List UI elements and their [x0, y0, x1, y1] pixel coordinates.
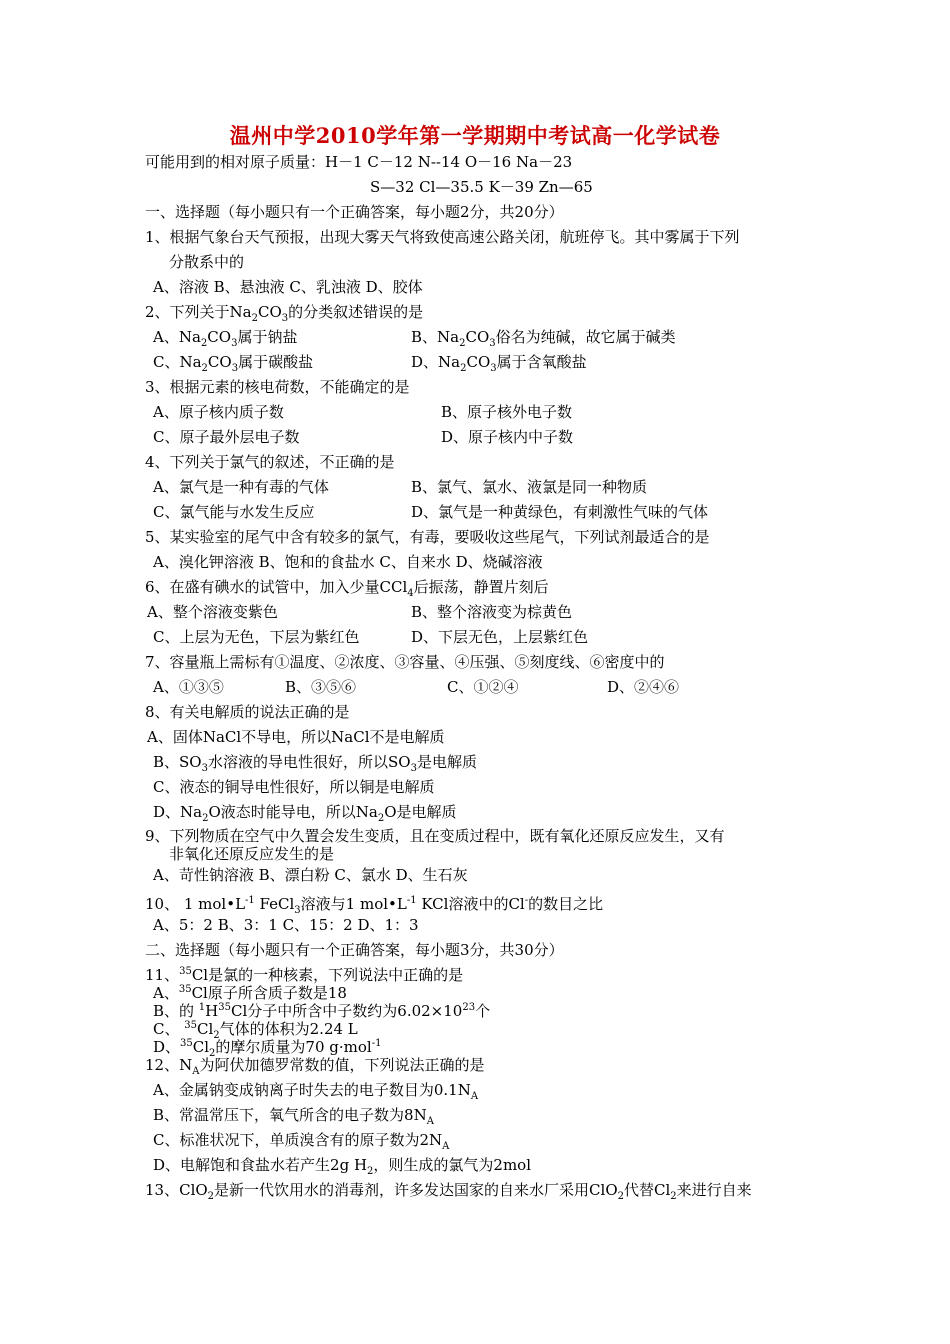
q6-options-cd: [145, 625, 815, 650]
q1-stem-cont: 分散系中的: [169, 253, 245, 271]
q12-option-a: A、金属钠变成钠离子时失去的电子数目为$0.1N_A$: [153, 1081, 479, 1102]
q13-stem: 13、ClO$_2$是新一代饮用水的消毒剂，许多发达国家的自来水厂采用ClO$_2$代替$Cl_2$来进行自来: [145, 1181, 752, 1202]
q4-option-c: C、氯气能与水发生反应: [153, 503, 315, 521]
q7-options: [145, 675, 815, 700]
q11-option-b: B、的 $^1H^{35}Cl$分子中所含中子数约为$6.02\times 10^{23}$个: [153, 1002, 491, 1020]
q5-options: A、溴化钾溶液 B、饱和的食盐水 C、自来水 D、烧碱溶液: [153, 553, 543, 571]
q7-option-b: B、③⑤⑥: [285, 678, 357, 696]
atomic-mass-line1: 可能用到的相对原子质量：H－1 C－12 N--14 O－16 Na－23: [145, 153, 573, 171]
q12-stem: 12、$N_A$为阿伏加德罗常数的值，下列说法正确的是: [145, 1056, 485, 1077]
q11-stem: 11、$^{35}$Cl是氯的一种核素，下列说法中正确的是: [145, 966, 464, 984]
q9-stem-cont: 非氧化还原反应发生的是: [169, 845, 335, 863]
q2-option-b: B、$Na_2CO_3$俗名为纯碱，故它属于碱类: [411, 328, 676, 349]
q7-option-d: D、②④⑥: [607, 678, 680, 696]
section1-heading: 一、选择题（每小题只有一个正确答案，每小题2分，共20分）: [145, 203, 564, 221]
q4-option-d: D、氯气是一种黄绿色，有刺激性气味的气体: [411, 503, 709, 521]
q10-stem: 10、 1 $mol•L^{-1}$ FeCl$_3$溶液与1 $mol•L^{-1}$ KCl溶液中的Cl-的数目之比: [145, 895, 604, 916]
atomic-mass-line2: S—32 Cl—35.5 K－39 Zn—65: [370, 178, 593, 196]
q6-options-ab: [145, 600, 815, 625]
q11-option-a: A、$^{35}$Cl原子所含质子数是18: [153, 984, 347, 1002]
q4-options-ab: [145, 475, 815, 500]
q3-options-cd: [145, 425, 815, 450]
q2-stem: 2、下列关于$Na_2CO_3$的分类叙述错误的是: [145, 303, 424, 324]
q2-options-cd: [145, 350, 815, 375]
q12-option-c: C、标准状况下，单质溴含有的原子数为$2N_A$: [153, 1131, 450, 1152]
q2-option-a: A、$Na_2CO_3$属于钠盐: [153, 328, 298, 349]
q10-options: A、5：2 B、3：1 C、15：2 D、1：3: [153, 916, 419, 934]
q9-options: A、苛性钠溶液 B、漂白粉 C、氯水 D、生石灰: [153, 866, 468, 884]
q7-option-a: A、①③⑤: [153, 678, 224, 696]
q11-option-c: C、 $^{35}Cl_2$气体的体积为2.24 L: [153, 1020, 358, 1041]
q2-option-c: C、$Na_2CO_3$属于碳酸盐: [153, 353, 314, 374]
q8-option-d: D、$Na_2O$液态时能导电，所以$Na_2O$是电解质: [153, 803, 457, 824]
q11-option-d: D、$^{35}Cl_2$的摩尔质量为70 g·mol$^{-1}$: [153, 1038, 382, 1059]
q12-option-b: B、常温常压下，氧气所含的电子数为$8N_A$: [153, 1106, 434, 1127]
q6-option-c: C、上层为无色，下层为紫红色: [153, 628, 360, 646]
q4-option-b: B、氯气、氯水、液氯是同一种物质: [411, 478, 648, 496]
q4-options-cd: [145, 500, 815, 525]
q3-option-d: D、原子核内中子数: [441, 428, 574, 446]
q3-option-b: B、原子核外电子数: [441, 403, 573, 421]
q7-stem: 7、容量瓶上需标有①温度、②浓度、③容量、④压强、⑤刻度线、⑥密度中的: [145, 653, 665, 671]
q8-option-a: A、固体NaCl不导电，所以NaCl不是电解质: [147, 728, 445, 746]
q3-option-c: C、原子最外层电子数: [153, 428, 300, 446]
q8-option-c: C、液态的铜导电性很好，所以铜是电解质: [153, 778, 435, 796]
q6-option-d: D、下层无色，上层紫红色: [411, 628, 589, 646]
q6-option-a: A、整个溶液变紫色: [147, 603, 278, 621]
q8-stem: 8、有关电解质的说法正确的是: [145, 703, 350, 721]
section2-heading: 二、选择题（每小题只有一个正确答案，每小题3分，共30分）: [145, 941, 564, 959]
q4-stem: 4、下列关于氯气的叙述，不正确的是: [145, 453, 395, 471]
q5-stem: 5、某实验室的尾气中含有较多的氯气，有毒，要吸收这些尾气，下列试剂最适合的是: [145, 528, 710, 546]
q2-options-ab: [145, 325, 815, 350]
q4-option-a: A、氯气是一种有毒的气体: [153, 478, 329, 496]
q3-option-a: A、原子核内质子数: [153, 403, 284, 421]
q1-stem: 1、根据气象台天气预报，出现大雾天气将致使高速公路关闭，航班停飞。其中雾属于下列: [145, 228, 740, 246]
q1-options: A、溶液 B、悬浊液 C、乳浊液 D、胶体: [153, 278, 423, 296]
q3-stem: 3、根据元素的核电荷数，不能确定的是: [145, 378, 410, 396]
q12-option-d: D、电解饱和食盐水若产生2g $H_2$，则生成的氯气为2mol: [153, 1156, 532, 1177]
q7-option-c: C、①②④: [447, 678, 519, 696]
page-title: 温州中学2010学年第一学期期中考试高一化学试卷: [229, 123, 721, 148]
exam-content: [145, 150, 815, 1203]
q8-option-b: B、$SO_3$水溶液的导电性很好，所以$SO_3$是电解质: [153, 753, 477, 774]
q3-options-ab: [145, 400, 815, 425]
q2-option-d: D、$Na_2CO_3$属于含氧酸盐: [411, 353, 587, 374]
q6-option-b: B、整个溶液变为棕黄色: [411, 603, 573, 621]
q6-stem: 6、在盛有碘水的试管中，加入少量CCl$_4$后振荡，静置片刻后: [145, 578, 549, 599]
q9-stem: 9、下列物质在空气中久置会发生变质，且在变质过程中，既有氧化还原反应发生，又有: [145, 827, 725, 845]
